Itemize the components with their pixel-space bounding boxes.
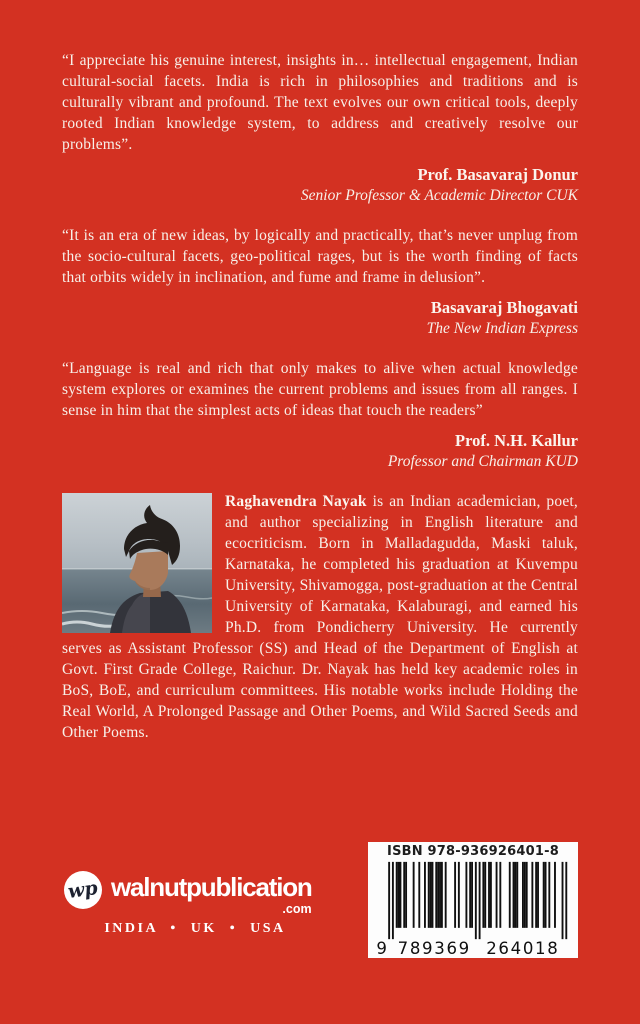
author-name: Raghavendra Nayak: [225, 493, 367, 510]
author-bio-section: [62, 491, 578, 743]
barcode-bars: [373, 860, 573, 958]
isbn-barcode: [368, 842, 578, 958]
author-photo-illustration: [62, 493, 212, 633]
quote-text: “I appreciate his genuine interest, insights in… intellectual engagement, Indian cultural-social facets. India is rich in philosophies and traditions and is culturally vibrant and profound. The text evolves our own critical tools, deeply rooted Indian knowledge system, to address and creatively resolve our problems”.: [62, 52, 578, 153]
attribution-name: Prof. Basavaraj Donur: [417, 165, 578, 184]
attribution: [62, 164, 578, 206]
barcode-digits-group1: 789369: [397, 939, 470, 958]
quote-text: “Language is real and rich that only makes to alive when actual knowledge system explores or examines the current problems and issues from all ranges. I sense in him that the simplest acts of ideas that touch the readers”: [62, 360, 578, 419]
attribution-role: Senior Professor & Academic Director CUK: [300, 187, 578, 204]
author-photo: [62, 493, 212, 633]
attribution-name: Basavaraj Bhogavati: [430, 298, 578, 317]
isbn-label: ISBN 978-936926401-8: [387, 844, 559, 859]
attribution: [62, 430, 578, 472]
publisher-regions: INDIA • UK • USA: [104, 921, 286, 936]
barcode-digits-group2: 264018: [486, 939, 558, 958]
attribution-name: Prof. N.H. Kallur: [455, 431, 578, 450]
publisher-logo: [64, 870, 326, 937]
attribution-role: Professor and Chairman KUD: [387, 453, 578, 470]
publisher-wordmark: walnutpublication: [111, 872, 312, 902]
testimonial-2: [62, 225, 578, 339]
testimonial-3: [62, 358, 578, 472]
attribution: [62, 297, 578, 339]
attribution-role: The New Indian Express: [426, 320, 578, 337]
testimonial-1: [62, 50, 578, 206]
quote-text: “It is an era of new ideas, by logically and practically, that’s never unplug from the socio-cultural facets, geo-political rages, but is the worth finding of facts that orbits widely in inclination, and fume and frame in delusion”.: [62, 227, 578, 286]
back-cover-content: [62, 50, 578, 743]
author-bio-body: is an Indian academician, poet, and author specializing in English literature and ecocriticism. Born in Malladagudda, Maski taluk, Karnataka, he completed his graduation at Kuvempu University, Shivamogga, post-graduation at the Central University of Karnataka, Kalaburagi, and earned his Ph.D. from Pondicherry University. He currently serves as Assistant Professor (SS) and Head of the Department of English at Govt. First Grade College, Raichur. Dr. Nayak has held key academic roles in BoS, BoE, and curriculum committees. His notable works include Holding the Real World, A Prolonged Passage and Other Poems, and Wild Sacred Seeds and Other Poems.: [62, 493, 578, 741]
publisher-domain: .com: [282, 902, 312, 916]
wp-monogram-icon: wp: [64, 871, 102, 909]
barcode-digit-left: 9: [376, 939, 387, 958]
